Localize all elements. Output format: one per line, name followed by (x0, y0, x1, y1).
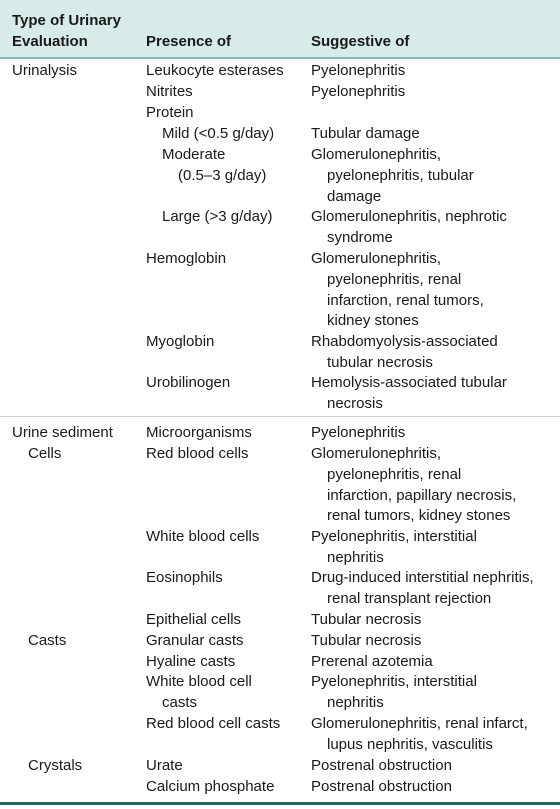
row-category: Cells (28, 445, 62, 462)
row-suggestive: Glomerulonephritis, (311, 445, 442, 462)
row-suggestive: Glomerulonephritis, (311, 250, 442, 267)
section-divider (0, 416, 560, 417)
row-presence: Mild (<0.5 g/day) (162, 125, 275, 142)
header-type-line2: Evaluation (12, 33, 88, 50)
row-suggestive: Prerenal azotemia (311, 653, 433, 670)
row-suggestive: Postrenal obstruction (311, 778, 452, 795)
row-suggestive: Rhabdomyolysis-associated (311, 333, 498, 350)
row-presence: (0.5–3 g/day) (178, 166, 267, 184)
row-suggestive: pyelonephritis, tubular (327, 166, 474, 184)
row-presence: Protein (146, 104, 194, 121)
row-presence: casts (162, 693, 198, 711)
row-suggestive: Tubular necrosis (311, 611, 422, 628)
row-presence: Red blood cells (146, 445, 249, 462)
row-presence: White blood cells (146, 528, 260, 545)
row-suggestive: Pyelonephritis, interstitial (311, 528, 477, 545)
row-category: Urine sediment (12, 424, 113, 441)
row-suggestive: kidney stones (327, 312, 419, 330)
row-suggestive: Tubular damage (311, 125, 420, 142)
row-presence: Microorganisms (146, 424, 252, 441)
row-presence: Epithelial cells (146, 611, 242, 628)
row-presence: Calcium phosphate (146, 778, 275, 795)
row-category: Crystals (28, 757, 83, 774)
row-suggestive: Glomerulonephritis, renal infarct, (311, 715, 528, 732)
row-suggestive: Drug-induced interstitial nephritis, (311, 569, 534, 586)
row-presence: Urate (146, 757, 183, 774)
row-suggestive: nephritis (327, 693, 384, 711)
row-presence: Eosinophils (146, 569, 223, 586)
row-suggestive: Pyelonephritis (311, 424, 406, 441)
row-suggestive: infarction, renal tumors, (327, 291, 484, 309)
row-suggestive: tubular necrosis (327, 353, 433, 371)
header-suggestive: Suggestive of (311, 33, 410, 50)
row-presence: Leukocyte esterases (146, 62, 284, 79)
row-presence: White blood cell (146, 673, 252, 690)
header-presence: Presence of (146, 33, 232, 50)
header-type-line1: Type of Urinary (12, 12, 121, 29)
row-suggestive: Glomerulonephritis, nephrotic (311, 208, 507, 225)
bottom-rule (0, 802, 560, 805)
row-suggestive: infarction, papillary necrosis, (327, 486, 517, 504)
row-category: Casts (28, 632, 67, 649)
row-presence: Urobilinogen (146, 374, 231, 391)
row-suggestive: necrosis (327, 394, 383, 412)
row-suggestive: Pyelonephritis (311, 83, 406, 100)
row-presence: Hyaline casts (146, 653, 236, 670)
row-category: Urinalysis (12, 62, 78, 79)
row-suggestive: Postrenal obstruction (311, 757, 452, 774)
row-presence: Hemoglobin (146, 250, 227, 267)
row-suggestive: Pyelonephritis (311, 62, 406, 79)
row-suggestive: nephritis (327, 548, 384, 566)
row-suggestive: lupus nephritis, vasculitis (327, 735, 493, 753)
row-suggestive: Glomerulonephritis, (311, 146, 442, 163)
row-suggestive: renal transplant rejection (327, 589, 492, 607)
row-suggestive: Hemolysis-associated tubular (311, 374, 507, 391)
row-suggestive: Tubular necrosis (311, 632, 422, 649)
row-presence: Red blood cell casts (146, 715, 281, 732)
row-presence: Large (>3 g/day) (162, 208, 273, 225)
row-suggestive: syndrome (327, 228, 393, 246)
row-presence: Granular casts (146, 632, 244, 649)
table-header (0, 0, 560, 57)
header-divider (0, 57, 560, 59)
row-presence: Myoglobin (146, 333, 215, 350)
row-suggestive: damage (327, 187, 382, 205)
row-suggestive: pyelonephritis, renal (327, 465, 462, 483)
row-presence: Moderate (162, 146, 226, 163)
row-presence: Nitrites (146, 83, 193, 100)
row-suggestive: renal tumors, kidney stones (327, 507, 511, 525)
row-suggestive: Pyelonephritis, interstitial (311, 673, 477, 690)
row-suggestive: pyelonephritis, renal (327, 270, 462, 288)
